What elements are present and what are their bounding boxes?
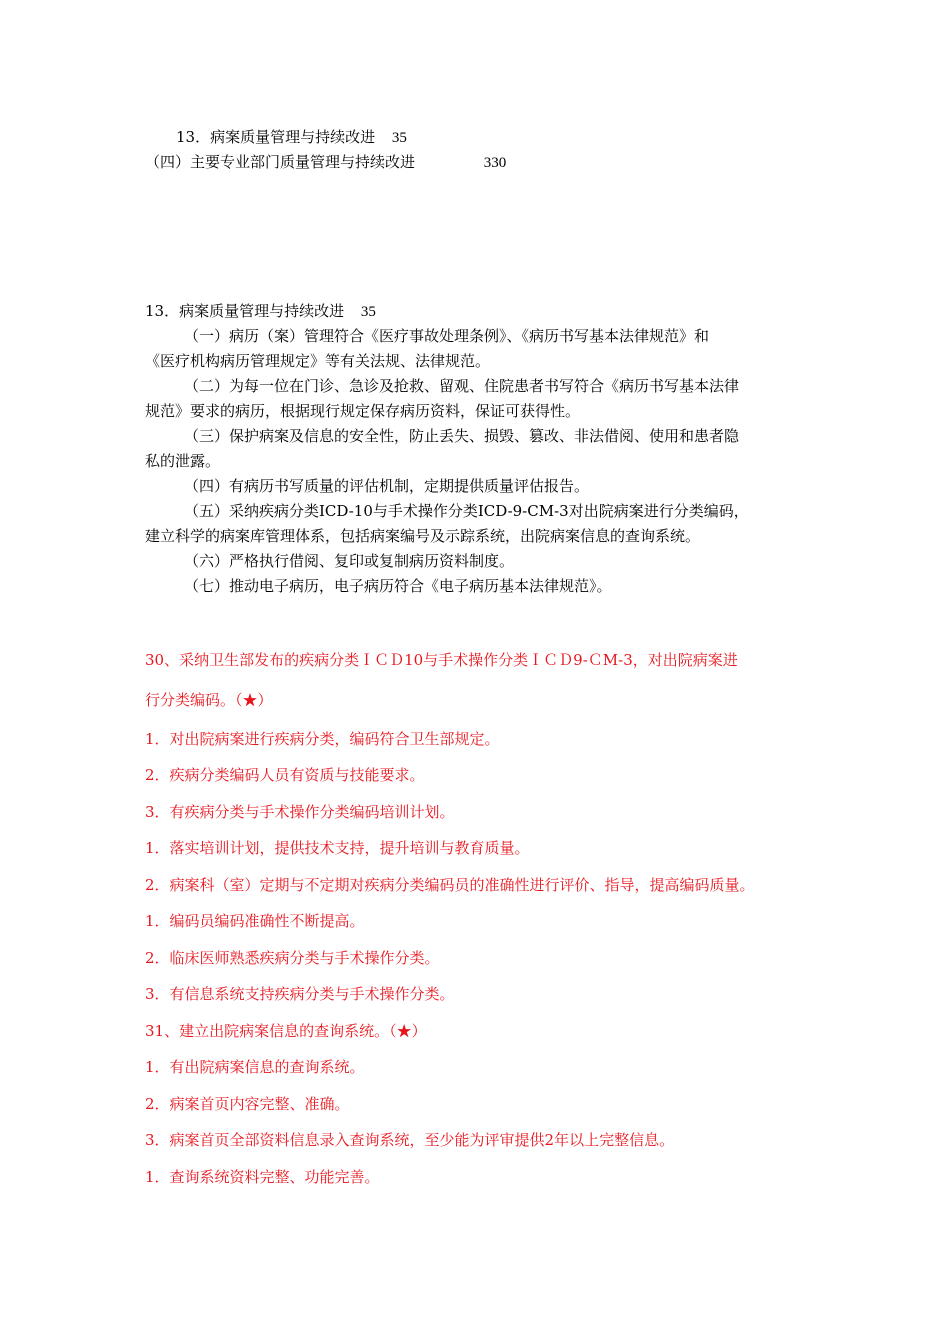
standard-30-title-line-1: 30、采纳卫生部发布的疾病分类ＩＣＤ10与手术操作分类ＩＣＤ9-ＣM-3，对出院病案进 [145, 651, 738, 669]
toc-item-13 [176, 127, 407, 148]
toc-section-4-page: 330 [483, 155, 507, 171]
section-13-line: （五）采纳疾病分类ICD-10与手术操作分类ICD-9-CM-3对出院病案进行分类编码， [184, 502, 749, 520]
section-13-line: 规范》要求的病历，根据现行规定保存病历资料，保证可获得性。 [145, 402, 581, 420]
section-13-heading-text: 13．病案质量管理与持续改进 [145, 302, 345, 320]
section-13-line: 私的泄露。 [145, 452, 221, 470]
toc-section-4-text: （四）主要专业部门质量管理与持续改进 [145, 153, 416, 171]
standard-30-item: 2．疾病分类编码人员有资质与技能要求。 [145, 766, 425, 784]
section-13-line: 《医疗机构病历管理规定》等有关法规、法律规范。 [145, 352, 491, 370]
section-13-line: 建立科学的病案库管理体系，包括病案编号及示踪系统，出院病案信息的查询系统。 [145, 527, 701, 545]
section-13-line: （二）为每一位在门诊、急诊及抢救、留观、住院患者书写符合《病历书写基本法律 [184, 377, 740, 395]
standard-30-item: 2．临床医师熟悉疾病分类与手术操作分类。 [145, 949, 440, 967]
section-13-line: （一）病历（案）管理符合《医疗事故处理条例》、《病历书写基本法律规范》和 [184, 327, 710, 345]
standard-31-item: 2．病案首页内容完整、准确。 [145, 1095, 350, 1113]
standard-30-title-line-2: 行分类编码。（★） [145, 691, 273, 709]
toc-item-13-page: 35 [391, 130, 407, 146]
standard-30-item: 1．编码员编码准确性不断提高。 [145, 912, 365, 930]
section-13-line: （六）严格执行借阅、复印或复制病历资料制度。 [184, 552, 515, 570]
section-13-line: （三）保护病案及信息的安全性，防止丢失、损毁、篡改、非法借阅、使用和患者隐 [184, 427, 740, 445]
section-13-line: （四）有病历书写质量的评估机制，定期提供质量评估报告。 [184, 477, 590, 495]
standard-30-item: 3．有疾病分类与手术操作分类编码培训计划。 [145, 803, 455, 821]
standard-31-title: 31、建立出院病案信息的查询系统。（★） [145, 1022, 427, 1040]
standard-30-item: 3．有信息系统支持疾病分类与手术操作分类。 [145, 985, 455, 1003]
standard-31-item: 3．病案首页全部资料信息录入查询系统，至少能为评审提供2年以上完整信息。 [145, 1131, 675, 1149]
section-13-heading [145, 301, 376, 322]
section-13-line: （七）推动电子病历，电子病历符合《电子病历基本法律规范》。 [184, 577, 612, 595]
standard-30-item: 1．对出院病案进行疾病分类，编码符合卫生部规定。 [145, 730, 500, 748]
standard-30-item: 2．病案科（室）定期与不定期对疾病分类编码员的准确性进行评价、指导，提高编码质量。 [145, 876, 755, 894]
section-13-heading-page: 35 [360, 304, 376, 320]
standard-31-item: 1．有出院病案信息的查询系统。 [145, 1058, 365, 1076]
toc-section-4 [145, 152, 506, 173]
standard-30-item: 1．落实培训计划，提供技术支持，提升培训与教育质量。 [145, 839, 530, 857]
toc-item-13-text: 13．病案质量管理与持续改进 [176, 128, 376, 146]
standard-31-item: 1．查询系统资料完整、功能完善。 [145, 1168, 380, 1186]
